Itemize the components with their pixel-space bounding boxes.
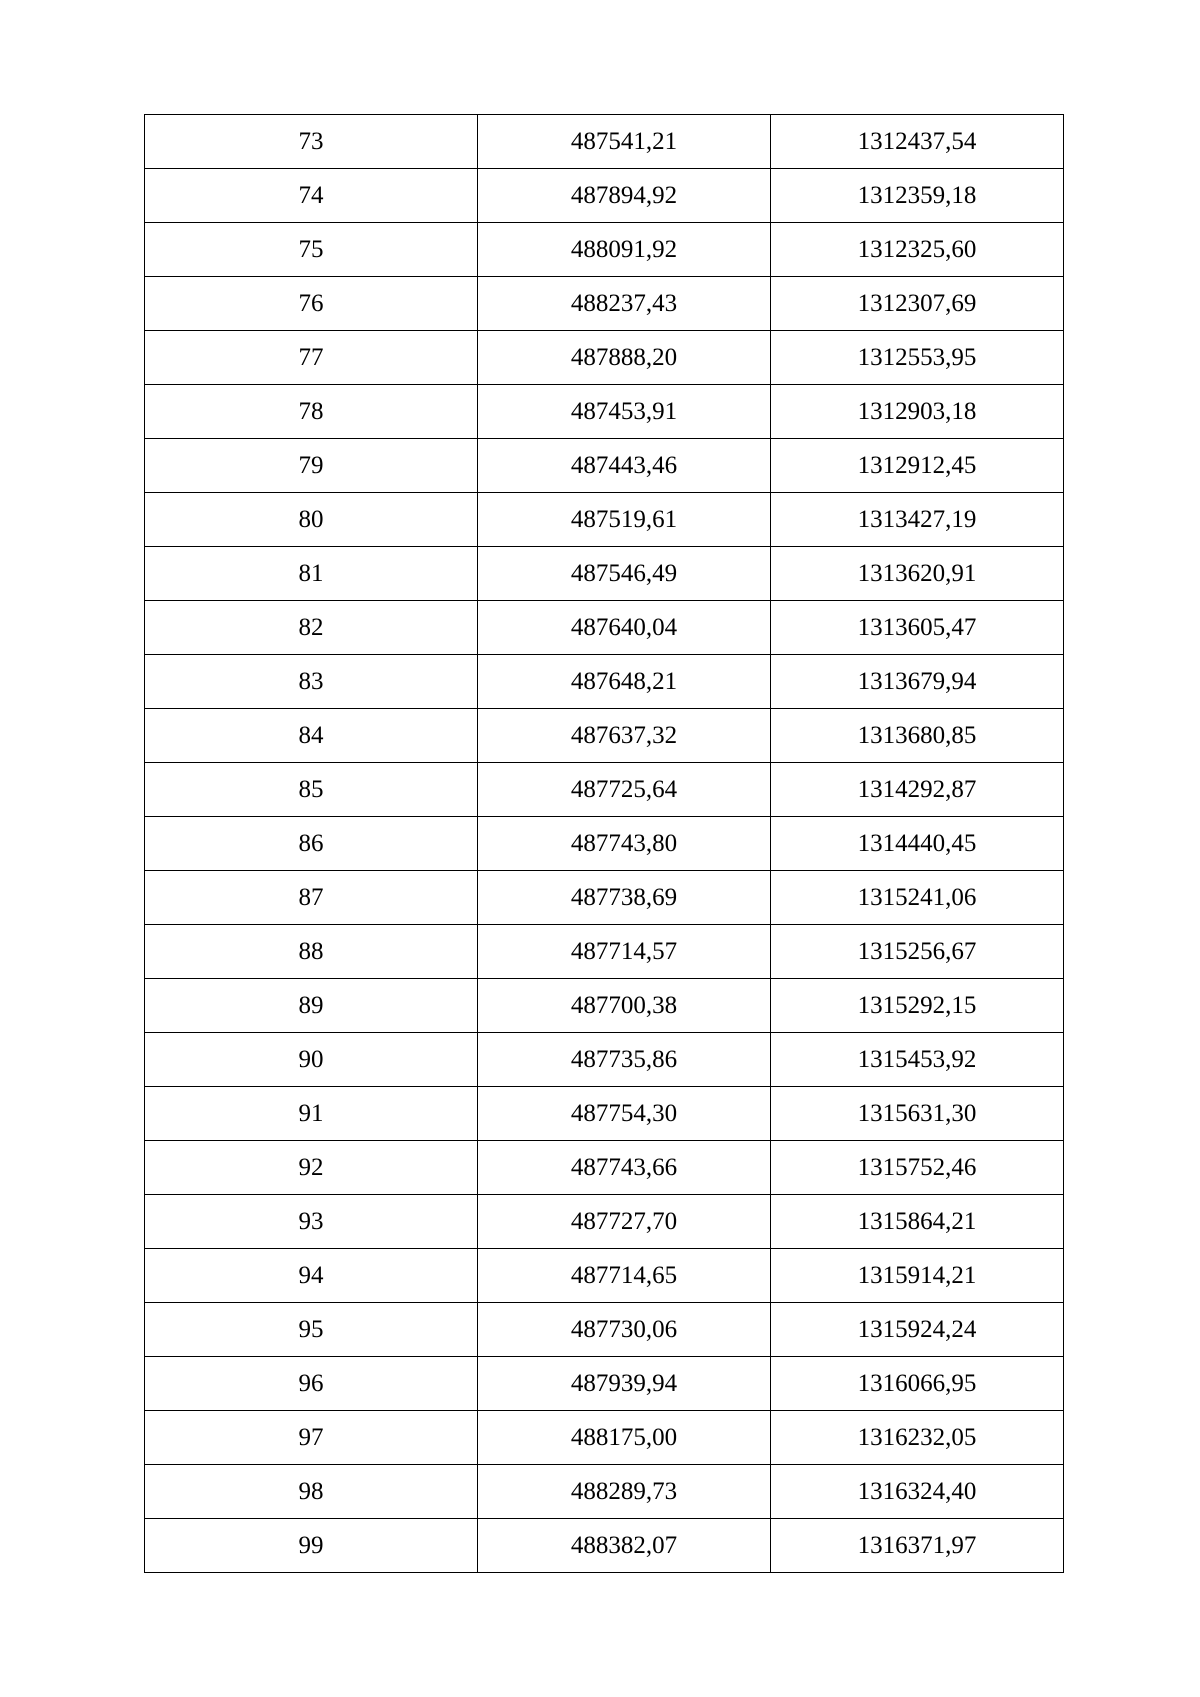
point-number-cell: 99 bbox=[145, 1519, 478, 1573]
point-number-cell: 83 bbox=[145, 655, 478, 709]
table-row bbox=[145, 1411, 1064, 1465]
table-row bbox=[145, 601, 1064, 655]
x-coordinate-cell: 487888,20 bbox=[478, 331, 771, 385]
y-coordinate-cell: 1315256,67 bbox=[771, 925, 1064, 979]
x-coordinate-cell: 487754,30 bbox=[478, 1087, 771, 1141]
y-coordinate-cell: 1312307,69 bbox=[771, 277, 1064, 331]
x-coordinate-cell: 487939,94 bbox=[478, 1357, 771, 1411]
y-coordinate-cell: 1314440,45 bbox=[771, 817, 1064, 871]
table-row bbox=[145, 331, 1064, 385]
point-number-cell: 88 bbox=[145, 925, 478, 979]
table-row bbox=[145, 1357, 1064, 1411]
table-row bbox=[145, 763, 1064, 817]
y-coordinate-cell: 1312359,18 bbox=[771, 169, 1064, 223]
x-coordinate-cell: 488382,07 bbox=[478, 1519, 771, 1573]
point-number-cell: 95 bbox=[145, 1303, 478, 1357]
x-coordinate-cell: 488237,43 bbox=[478, 277, 771, 331]
y-coordinate-cell: 1313605,47 bbox=[771, 601, 1064, 655]
x-coordinate-cell: 488175,00 bbox=[478, 1411, 771, 1465]
point-number-cell: 91 bbox=[145, 1087, 478, 1141]
y-coordinate-cell: 1312325,60 bbox=[771, 223, 1064, 277]
point-number-cell: 75 bbox=[145, 223, 478, 277]
table-row bbox=[145, 115, 1064, 169]
y-coordinate-cell: 1315752,46 bbox=[771, 1141, 1064, 1195]
y-coordinate-cell: 1312437,54 bbox=[771, 115, 1064, 169]
x-coordinate-cell: 487714,65 bbox=[478, 1249, 771, 1303]
table-row bbox=[145, 1249, 1064, 1303]
y-coordinate-cell: 1313620,91 bbox=[771, 547, 1064, 601]
point-number-cell: 94 bbox=[145, 1249, 478, 1303]
y-coordinate-cell: 1316371,97 bbox=[771, 1519, 1064, 1573]
x-coordinate-cell: 487894,92 bbox=[478, 169, 771, 223]
point-number-cell: 98 bbox=[145, 1465, 478, 1519]
point-number-cell: 93 bbox=[145, 1195, 478, 1249]
x-coordinate-cell: 488091,92 bbox=[478, 223, 771, 277]
y-coordinate-cell: 1312903,18 bbox=[771, 385, 1064, 439]
x-coordinate-cell: 487648,21 bbox=[478, 655, 771, 709]
y-coordinate-cell: 1315241,06 bbox=[771, 871, 1064, 925]
table-row bbox=[145, 439, 1064, 493]
x-coordinate-cell: 487727,70 bbox=[478, 1195, 771, 1249]
point-number-cell: 85 bbox=[145, 763, 478, 817]
x-coordinate-cell: 487743,66 bbox=[478, 1141, 771, 1195]
x-coordinate-cell: 487735,86 bbox=[478, 1033, 771, 1087]
table-row bbox=[145, 1519, 1064, 1573]
point-number-cell: 87 bbox=[145, 871, 478, 925]
table-row bbox=[145, 223, 1064, 277]
point-number-cell: 84 bbox=[145, 709, 478, 763]
table-row bbox=[145, 1087, 1064, 1141]
x-coordinate-cell: 487700,38 bbox=[478, 979, 771, 1033]
y-coordinate-cell: 1316324,40 bbox=[771, 1465, 1064, 1519]
x-coordinate-cell: 487738,69 bbox=[478, 871, 771, 925]
table-row bbox=[145, 1033, 1064, 1087]
point-number-cell: 92 bbox=[145, 1141, 478, 1195]
coordinates-table-body bbox=[145, 115, 1064, 1573]
point-number-cell: 82 bbox=[145, 601, 478, 655]
y-coordinate-cell: 1316066,95 bbox=[771, 1357, 1064, 1411]
point-number-cell: 77 bbox=[145, 331, 478, 385]
y-coordinate-cell: 1313427,19 bbox=[771, 493, 1064, 547]
point-number-cell: 96 bbox=[145, 1357, 478, 1411]
point-number-cell: 97 bbox=[145, 1411, 478, 1465]
x-coordinate-cell: 487546,49 bbox=[478, 547, 771, 601]
table-row bbox=[145, 655, 1064, 709]
x-coordinate-cell: 487443,46 bbox=[478, 439, 771, 493]
table-row bbox=[145, 1195, 1064, 1249]
x-coordinate-cell: 487743,80 bbox=[478, 817, 771, 871]
table-row bbox=[145, 1303, 1064, 1357]
y-coordinate-cell: 1315864,21 bbox=[771, 1195, 1064, 1249]
point-number-cell: 90 bbox=[145, 1033, 478, 1087]
y-coordinate-cell: 1312553,95 bbox=[771, 331, 1064, 385]
table-row bbox=[145, 1465, 1064, 1519]
x-coordinate-cell: 487640,04 bbox=[478, 601, 771, 655]
point-number-cell: 74 bbox=[145, 169, 478, 223]
y-coordinate-cell: 1316232,05 bbox=[771, 1411, 1064, 1465]
table-row bbox=[145, 871, 1064, 925]
table-row bbox=[145, 277, 1064, 331]
x-coordinate-cell: 487541,21 bbox=[478, 115, 771, 169]
y-coordinate-cell: 1315924,24 bbox=[771, 1303, 1064, 1357]
y-coordinate-cell: 1315631,30 bbox=[771, 1087, 1064, 1141]
point-number-cell: 89 bbox=[145, 979, 478, 1033]
y-coordinate-cell: 1314292,87 bbox=[771, 763, 1064, 817]
table-row bbox=[145, 979, 1064, 1033]
table-row bbox=[145, 709, 1064, 763]
y-coordinate-cell: 1315453,92 bbox=[771, 1033, 1064, 1087]
point-number-cell: 80 bbox=[145, 493, 478, 547]
table-row bbox=[145, 1141, 1064, 1195]
y-coordinate-cell: 1313680,85 bbox=[771, 709, 1064, 763]
y-coordinate-cell: 1315914,21 bbox=[771, 1249, 1064, 1303]
x-coordinate-cell: 487730,06 bbox=[478, 1303, 771, 1357]
x-coordinate-cell: 487637,32 bbox=[478, 709, 771, 763]
table-row bbox=[145, 817, 1064, 871]
table-row bbox=[145, 493, 1064, 547]
table-row bbox=[145, 547, 1064, 601]
y-coordinate-cell: 1315292,15 bbox=[771, 979, 1064, 1033]
point-number-cell: 73 bbox=[145, 115, 478, 169]
x-coordinate-cell: 488289,73 bbox=[478, 1465, 771, 1519]
x-coordinate-cell: 487725,64 bbox=[478, 763, 771, 817]
x-coordinate-cell: 487453,91 bbox=[478, 385, 771, 439]
y-coordinate-cell: 1312912,45 bbox=[771, 439, 1064, 493]
y-coordinate-cell: 1313679,94 bbox=[771, 655, 1064, 709]
point-number-cell: 81 bbox=[145, 547, 478, 601]
coordinates-table bbox=[144, 114, 1064, 1573]
point-number-cell: 86 bbox=[145, 817, 478, 871]
table-row bbox=[145, 925, 1064, 979]
table-row bbox=[145, 169, 1064, 223]
point-number-cell: 76 bbox=[145, 277, 478, 331]
point-number-cell: 79 bbox=[145, 439, 478, 493]
table-row bbox=[145, 385, 1064, 439]
point-number-cell: 78 bbox=[145, 385, 478, 439]
x-coordinate-cell: 487714,57 bbox=[478, 925, 771, 979]
x-coordinate-cell: 487519,61 bbox=[478, 493, 771, 547]
